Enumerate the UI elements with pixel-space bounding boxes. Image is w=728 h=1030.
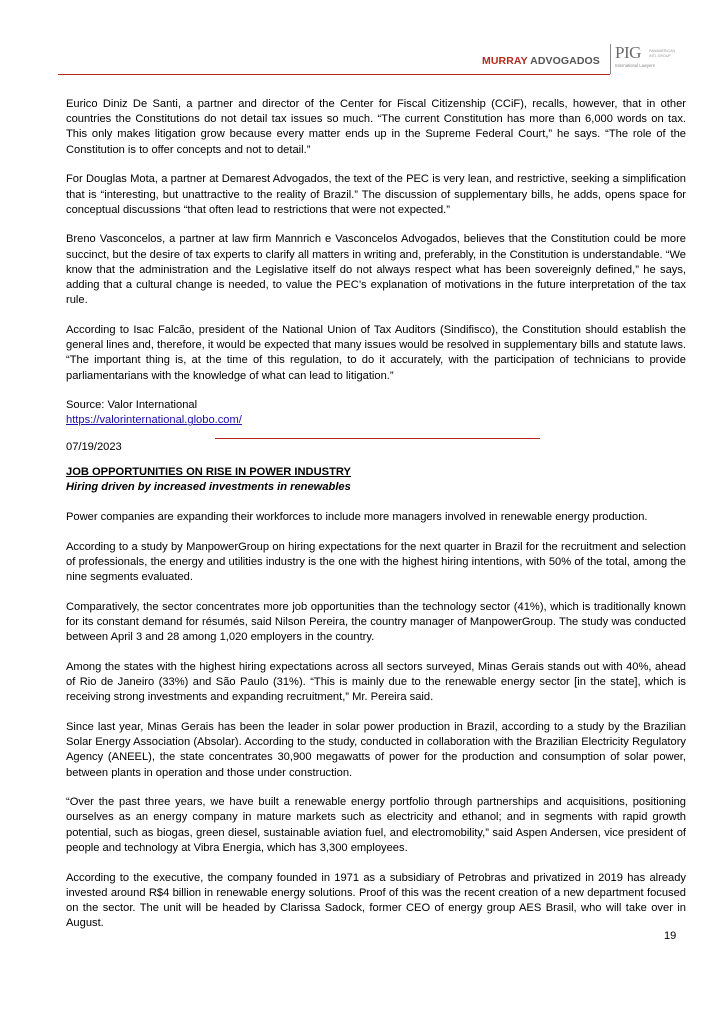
paragraph: According to a study by ManpowerGroup on hiring expectations for the next quarter in Brazil for the recruitment and selection of professionals, the energy and utilities industry is the one with the highest hiring intentions, with 50% of the total, among the nine segments evaluated. [66,540,686,584]
paragraph: Since last year, Minas Gerais has been the leader in solar power production in Brazil, according to a study by the Brazilian Solar Energy Association (Absolar). According to the study, conducted in collaboration with the Brazilian Electricity Regulatory Agency (ANEEL), the state concentrates 30,900 megawatts of power for the production and consumption of solar power, between plants in operation and those under construction. [66,720,686,779]
section-divider [215,438,540,439]
paragraph: Eurico Diniz De Santi, a partner and director of the Center for Fiscal Citizenship (CCiF), recalls, however, that in other countries the Constitutions do not detail tax issues so much. “The current Constitution has more than 6,000 words on tax. This only makes litigation grow because every matter ends up in the Supreme Federal Court,” he says. “The role of the Constitution is to offer concepts and not to detail.” [66,98,686,156]
brand-name [482,55,600,67]
paragraph: According to Isac Falcão, president of the National Union of Tax Auditors (Sindifisco), the Constitution should establish the general lines and, therefore, it would be expected that many issues would be resolved in supplementary bills and statute laws. “The important thing is, at the time of this regulation, to do it accurately, with the participation of technicians to provide parliamentarians with the knowledge of what can lead to litigation.” [66,323,686,382]
paragraph: Breno Vasconcelos, a partner at law firm Mannrich e Vasconcelos Advogados, believes that the Constitution could be more succinct, but the desire of tax experts to clarify all matters in writing and, preferably, in the Constitution is understandable. “We know that the administration and the Legislative itself do not always respect what has been sovereignly defined,” he says, adding that a cultural change is needed, to value the PEC’s explanation of motivations in the future interpretation of the tax rule. [66,233,686,307]
article-subtitle: Hiring driven by increased investments in renewables [66,481,351,494]
page-number: 19 [664,930,677,942]
pig-logo [615,44,677,70]
paragraph: For Douglas Mota, a partner at Demarest Advogados, the text of the PEC is very lean, and restrictive, seeking a simplification that is “interesting, but unattractive to the reality of Brazil.” The discussion of supplementary bills, he adds, opens space for conceptual discussions “that often lead to restrictions that were not expected.” [66,173,686,216]
source-label: Source: Valor International [66,399,198,412]
brand-advogados: ADVOGADOS [530,55,600,67]
source-link[interactable]: https://valorinternational.globo.com/ [66,414,242,427]
article-date: 07/19/2023 [66,441,122,453]
brand-murray: MURRAY [482,55,528,67]
logo-main: PIG [615,43,641,62]
logo-subtitle: International Lawyers [615,63,655,68]
article-continuation [66,97,686,429]
article-title: JOB OPPORTUNITIES ON RISE IN POWER INDUSTRY [66,466,351,478]
logo-side-2: INTL GROUP [649,53,671,58]
paragraph: “Over the past three years, we have built a renewable energy portfolio through partnerships and acquisitions, positioning ourselves as an energy company in mature markets such as electricity and ethanol; and in segments with rapid growth potential, such as biogas, green diesel, sustainable aviation fuel, and electromobility,” said Aspen Andersen, vice president of people and technology at Vibra Energia, which has 3,300 employees. [66,796,686,854]
paragraph: According to the executive, the company founded in 1971 as a subsidiary of Petrobras and privatized in 2019 has already invested around R$4 billion in renewable energy solutions. Proof of this was the recent creation of a new department focused on the sector. The unit will be headed by Clarissa Sadock, former CEO of energy group AES Brasil, who will take over in August. [66,871,686,930]
logo-side-1: PANAMERICAN [649,49,676,53]
article-power-industry [66,465,686,946]
header-rule [58,74,610,75]
brand-separator [610,44,611,74]
paragraph: Among the states with the highest hiring expectations across all sectors surveyed, Minas Gerais stands out with 40%, ahead of Rio de Janeiro (33%) and São Paulo (31%). “This is mainly due to the renewable energy sector [in the state], which is receiving strong investments and expanding recruitment,” Mr. Pereira said. [66,660,686,704]
logo-side-text [649,49,675,58]
paragraph: Power companies are expanding their workforces to include more managers involved in renewable energy production. [66,510,648,523]
paragraph: Comparatively, the sector concentrates more job opportunities than the technology sector (41%), which is traditionally known for its constant demand for résumés, said Nilson Pereira, the country manager of ManpowerGroup. The study was conducted between April 3 and 28 among 1,020 employers in the country. [66,600,686,644]
